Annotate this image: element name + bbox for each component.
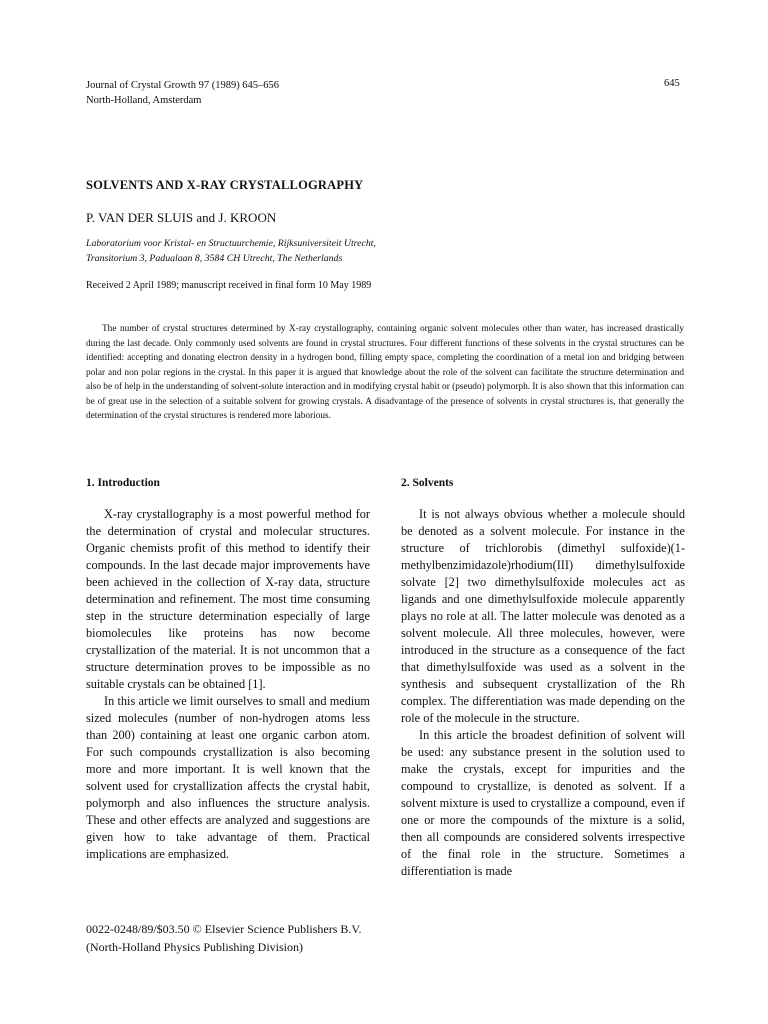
article-authors: P. VAN DER SLUIS and J. KROON (86, 210, 277, 225)
journal-name-line: Journal of Crystal Growth 97 (1989) 645–656 (86, 80, 280, 91)
solvents-paragraph-1: It is not always obvious whether a molecule should be denoted as a solvent molecule. For instance in the structure of trichlorobis (dimethyl sulfoxide)(1-methylbenzimidazole)rhodium(III) dimethylsulfoxide solvate [2] two dimethylsulfoxide molecules act as ligands and one dimethylsulfoxide molecule apparently plays no role at all. The latter molecule was denoted as a solvent molecule. All three molecules, however, were introduced in the structure as a consequence of the fact that dimethylsulfoxide was used as a solvent in the synthesis and subsequent crystallization of the Rh complex. The differentiation was made depending on the role of the molecule in the structure. (401, 507, 685, 725)
affiliation-line-2: Transitorium 3, Padualaan 8, 3584 CH Utrecht, The Netherlands (86, 253, 343, 264)
affiliation-line-1: Laboratorium voor Kristal- en Structuurchemie, Rijksuniversiteit Utrecht, (86, 238, 376, 249)
left-column (86, 506, 370, 863)
article-title: SOLVENTS AND X-RAY CRYSTALLOGRAPHY (86, 178, 364, 192)
copyright-line: 0022-0248/89/$03.50 © Elsevier Science Publishers B.V. (86, 922, 362, 936)
page-number: 645 (664, 78, 680, 89)
section-heading-solvents: 2. Solvents (401, 477, 454, 489)
section-heading-introduction: 1. Introduction (86, 477, 160, 489)
intro-paragraph-1: X-ray crystallography is a most powerful method for the determination of crystal and molecular structures. Organic chemists profit of this method to identify their compounds. In the last decade major improvements have been achieved in the collection of X-ray data, structure determination and refinement. The most time consuming step in the structure determination especially of large biomolecules like proteins has now become crystallization of the material. It is not uncommon that a structure determination proves to be impossible as no suitable crystals can be obtained [1]. (86, 507, 370, 691)
solvents-paragraph-2: In this article the broadest definition of solvent will be used: any substance present in the solution used to make the crystals, except for impurities and the compound to crystallize, is denoted as solvent. If a solvent mixture is used to crystallize a compound, even if one or more the compounds of the mixture is a solid, then all compounds are considered solvents irrespective of the final role in the structure. Sometimes a differentiation is made (401, 728, 685, 878)
publisher-line: North-Holland, Amsterdam (86, 95, 202, 106)
division-line: (North-Holland Physics Publishing Division) (86, 940, 304, 954)
intro-paragraph-2: In this article we limit ourselves to small and medium sized molecules (number of non-hydrogen atoms less than 200) containing at least one organic carbon atom. For such compounds crystallization is also becoming more and more important. It is well known that the solvent used for crystallization affects the crystal habit, polymorph and also influences the structure analysis. These and other effects are analyzed and suggestions are given how to take advantage of them. Practical implications are emphasized. (86, 694, 370, 861)
journal-citation (86, 78, 279, 108)
right-column (401, 506, 685, 880)
author-affiliation (86, 236, 376, 266)
copyright-footer (86, 920, 362, 956)
abstract-text: The number of crystal structures determined by X-ray crystallography, containing organic solvent molecules other than water, has increased drastically during the last decade. Only commonly used solvents are found in crystal structures. Four different functions of these solvents in the crystal structures can be identified: accepting and donating electron density in a hydrogen bond, filling empty space, completing the coordination of a metal ion and bridging between polar and non polar regions in the crystal. In this paper it is argued that knowledge about the role of the solvent can facilitate the structure determination and also be of help in the understanding of solvent-solute interaction and in modifying crystal habit or (pseudo) polymorph. It is also shown that this information can be of great use in the selection of a suitable solvent for growing crystals. A disadvantage of the presence of solvents in crystal structures is, that generally the determination of the crystal structures is rendered more laborious. (86, 324, 684, 421)
received-dates: Received 2 April 1989; manuscript received in final form 10 May 1989 (86, 280, 372, 291)
